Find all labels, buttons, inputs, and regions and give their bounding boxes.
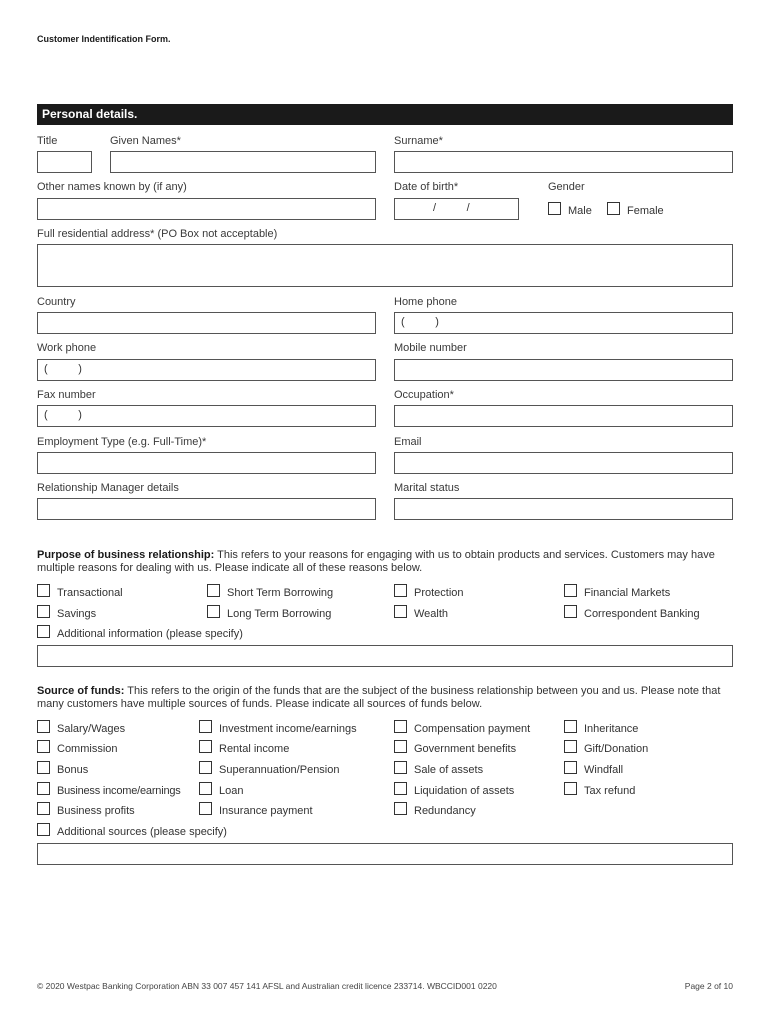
liquidation-of-assets-label: Liquidation of assets (414, 785, 515, 797)
business-income-label: Business income/earnings (57, 785, 181, 797)
purpose-intro (37, 549, 737, 575)
windfall-label: Windfall (584, 764, 624, 776)
redundancy-label: Redundancy (414, 805, 476, 817)
tax-refund-checkbox[interactable] (564, 782, 577, 795)
fax-field[interactable] (37, 405, 376, 427)
home-phone-area-code: ( ) (401, 316, 439, 328)
funds-heading: Source of funds: (37, 685, 125, 697)
additional-sources-field[interactable] (37, 843, 733, 865)
salary-wages-checkbox[interactable] (37, 720, 50, 733)
given-names-label: Given Names* (110, 135, 181, 147)
work-phone-area-code: ( ) (44, 363, 82, 375)
correspondent-banking-checkbox[interactable] (564, 605, 577, 618)
marital-status-field[interactable] (394, 498, 733, 520)
mobile-field[interactable] (394, 359, 733, 381)
email-field[interactable] (394, 452, 733, 474)
female-label: Female (627, 205, 664, 217)
protection-checkbox[interactable] (394, 584, 407, 597)
government-benefits-checkbox[interactable] (394, 740, 407, 753)
dob-field[interactable] (394, 198, 519, 220)
fax-area-code: ( ) (44, 409, 82, 421)
home-phone-label: Home phone (394, 296, 457, 308)
wealth-label: Wealth (414, 608, 449, 620)
male-checkbox[interactable] (548, 202, 561, 215)
dob-label: Date of birth* (394, 181, 459, 193)
funds-intro (37, 685, 737, 711)
email-label: Email (394, 436, 422, 448)
surname-label: Surname* (394, 135, 443, 147)
dob-separators: / / (433, 202, 470, 214)
gender-label: Gender (548, 181, 585, 193)
marital-status-label: Marital status (394, 482, 460, 494)
insurance-payment-label: Insurance payment (219, 805, 313, 817)
purpose-text: This refers to your reasons for engaging with us to obtain products and services. Customers may have multiple reasons for dealing with us. Please indicate all of these reasons below. (37, 549, 715, 574)
savings-checkbox[interactable] (37, 605, 50, 618)
surname-field[interactable] (394, 151, 733, 173)
gift-donation-checkbox[interactable] (564, 740, 577, 753)
compensation-payment-checkbox[interactable] (394, 720, 407, 733)
wealth-checkbox[interactable] (394, 605, 407, 618)
bonus-checkbox[interactable] (37, 761, 50, 774)
occupation-field[interactable] (394, 405, 733, 427)
short-term-borrowing-checkbox[interactable] (207, 584, 220, 597)
commission-checkbox[interactable] (37, 740, 50, 753)
fax-label: Fax number (37, 389, 96, 401)
transactional-checkbox[interactable] (37, 584, 50, 597)
sale-of-assets-label: Sale of assets (414, 764, 484, 776)
compensation-payment-label: Compensation payment (414, 723, 531, 735)
superannuation-checkbox[interactable] (199, 761, 212, 774)
sale-of-assets-checkbox[interactable] (394, 761, 407, 774)
redundancy-checkbox[interactable] (394, 802, 407, 815)
long-term-borrowing-label: Long Term Borrowing (227, 608, 332, 620)
investment-income-label: Investment income/earnings (219, 723, 357, 735)
liquidation-of-assets-checkbox[interactable] (394, 782, 407, 795)
other-names-label: Other names known by (if any) (37, 181, 187, 193)
protection-label: Protection (414, 587, 464, 599)
savings-label: Savings (57, 608, 97, 620)
country-field[interactable] (37, 312, 376, 334)
investment-income-checkbox[interactable] (199, 720, 212, 733)
bonus-label: Bonus (57, 764, 89, 776)
inheritance-checkbox[interactable] (564, 720, 577, 733)
financial-markets-label: Financial Markets (584, 587, 671, 599)
home-phone-field[interactable] (394, 312, 733, 334)
windfall-checkbox[interactable] (564, 761, 577, 774)
occupation-label: Occupation* (394, 389, 454, 401)
country-label: Country (37, 296, 76, 308)
government-benefits-label: Government benefits (414, 743, 517, 755)
employment-type-field[interactable] (37, 452, 376, 474)
additional-sources-label: Additional sources (please specify) (57, 826, 227, 838)
loan-label: Loan (219, 785, 244, 797)
rm-details-label: Relationship Manager details (37, 482, 179, 494)
funds-text: This refers to the origin of the funds that are the subject of the business relationship between you and us. Please note that many customers have multiple sources of funds. Please indicate all sources of funds below. (37, 685, 721, 710)
additional-sources-checkbox[interactable] (37, 823, 50, 836)
insurance-payment-checkbox[interactable] (199, 802, 212, 815)
section-header-personal-details: Personal details. (37, 104, 733, 125)
rental-income-checkbox[interactable] (199, 740, 212, 753)
long-term-borrowing-checkbox[interactable] (207, 605, 220, 618)
work-phone-label: Work phone (37, 342, 97, 354)
address-field[interactable] (37, 244, 733, 287)
employment-type-label: Employment Type (e.g. Full-Time)* (37, 436, 207, 448)
rm-details-field[interactable] (37, 498, 376, 520)
business-profits-label: Business profits (57, 805, 135, 817)
title-field[interactable] (37, 151, 92, 173)
additional-info-field[interactable] (37, 645, 733, 667)
mobile-label: Mobile number (394, 342, 467, 354)
short-term-borrowing-label: Short Term Borrowing (227, 587, 334, 599)
transactional-label: Transactional (57, 587, 123, 599)
business-profits-checkbox[interactable] (37, 802, 50, 815)
superannuation-label: Superannuation/Pension (219, 764, 340, 776)
document-title: Customer Indentification Form. (37, 34, 171, 44)
additional-info-checkbox[interactable] (37, 625, 50, 638)
page-number: Page 2 of 10 (684, 981, 733, 991)
business-income-checkbox[interactable] (37, 782, 50, 795)
female-checkbox[interactable] (607, 202, 620, 215)
loan-checkbox[interactable] (199, 782, 212, 795)
other-names-field[interactable] (37, 198, 376, 220)
work-phone-field[interactable] (37, 359, 376, 381)
purpose-heading: Purpose of business relationship: (37, 549, 215, 561)
footer-copyright: © 2020 Westpac Banking Corporation ABN 33 007 457 141 AFSL and Australian credit licence 233714. WBCCID001 0220 (37, 981, 497, 991)
salary-wages-label: Salary/Wages (57, 723, 126, 735)
gift-donation-label: Gift/Donation (584, 743, 649, 755)
financial-markets-checkbox[interactable] (564, 584, 577, 597)
inheritance-label: Inheritance (584, 723, 639, 735)
correspondent-banking-label: Correspondent Banking (584, 608, 700, 620)
commission-label: Commission (57, 743, 118, 755)
male-label: Male (568, 205, 592, 217)
title-label: Title (37, 135, 58, 147)
additional-info-label: Additional information (please specify) (57, 628, 243, 640)
given-names-field[interactable] (110, 151, 376, 173)
address-label: Full residential address* (PO Box not acceptable) (37, 228, 278, 240)
rental-income-label: Rental income (219, 743, 290, 755)
tax-refund-label: Tax refund (584, 785, 636, 797)
